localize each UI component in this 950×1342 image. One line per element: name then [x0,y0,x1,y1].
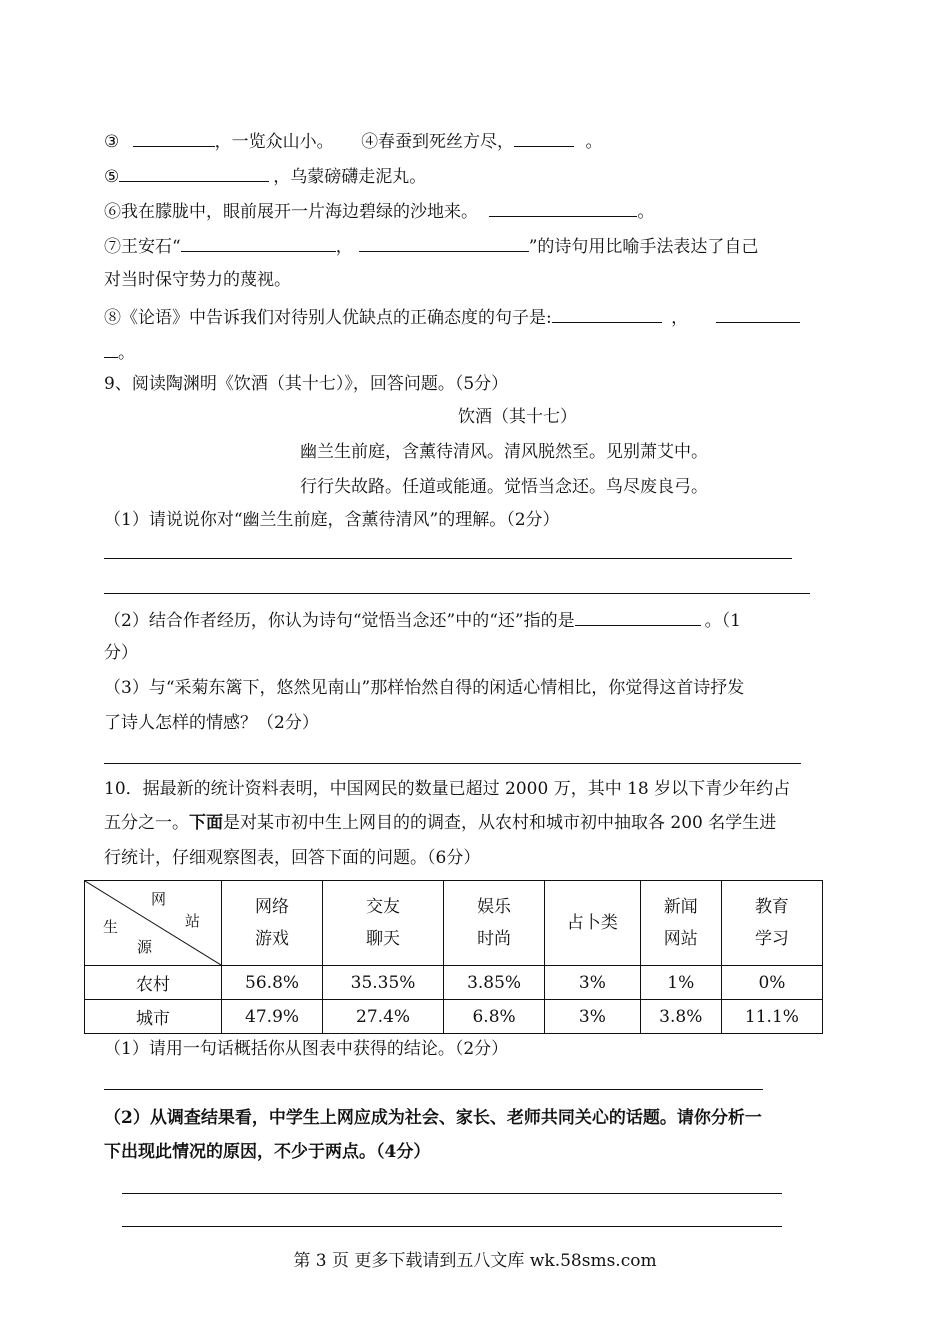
answer-line[interactable] [104,1089,763,1090]
q8-line-5 [104,163,426,189]
q8-l8-mid: ， [671,308,689,328]
table-cell: 35.35% [323,966,444,1000]
q10-intro-2-bold: 下面 [189,813,223,833]
q10-sub2-line1: （2）从调查结果看，中学生上网应成为社会、家长、老师共同关心的话题。请你分析一 [104,1108,762,1128]
table-cell: 3% [545,966,641,1000]
table-cell: 3.8% [640,1000,721,1034]
table-cell: 27.4% [323,1000,444,1034]
row-label: 城市 [85,1000,222,1034]
table-cell: 3% [545,1000,641,1034]
column-header: 网络 游戏 [222,881,323,966]
table-row [85,1000,823,1034]
q9-title: 9、阅读陶渊明《饮酒（其十七）》，回答问题。（5分） [104,374,509,394]
answer-blank[interactable] [575,607,701,626]
answer-line[interactable] [104,593,810,594]
q8-line-6 [104,198,654,224]
q8-line-8 [104,304,800,330]
corner-label-left: 生 [103,918,119,936]
answer-blank[interactable] [514,128,574,147]
answer-blank[interactable] [104,339,118,358]
answer-line[interactable] [122,1226,782,1227]
q8-l5-label: ⑤ [104,167,120,187]
corner-label-top: 网 [151,890,167,908]
answer-blank[interactable] [359,233,529,252]
q8-l7-cont: 对当时保守势力的蔑视。 [104,270,291,290]
table-corner-cell [85,881,222,966]
poem-title: 饮酒（其十七） [458,407,577,427]
q9-sub3-line1: （3）与“采菊东篱下，悠然见南山”那样怡然自得的闲适心情相比，你觉得这首诗抒发 [104,678,745,698]
answer-line[interactable] [104,763,801,764]
q8-l8-text: ⑧《论语》中告诉我们对待别人优缺点的正确态度的句子是: [104,308,552,328]
q8-l3-label: ③ [104,132,120,152]
table-row [85,966,823,1000]
q9-sub1: （1）请说说你对“幽兰生前庭，含薰待清风”的理解。（2分） [104,510,560,530]
corner-label-right: 站 [185,912,201,930]
survey-table [84,880,823,1034]
table-cell: 0% [721,966,822,1000]
q8-l5-text: ，乌蒙磅礴走泥丸。 [273,167,427,187]
table-cell: 3.85% [444,966,545,1000]
q8-l4-end: 。 [585,132,603,152]
column-header: 娱乐 时尚 [444,881,545,966]
column-header: 占卜类 [545,881,641,966]
answer-blank[interactable] [716,304,800,323]
q9-sub3-line2: 了诗人怎样的情感？（2分） [104,713,319,733]
answer-blank[interactable] [119,163,269,182]
q8-l7-mid: ， [335,237,353,257]
q9-sub2-text: （2）结合作者经历，你认为诗句“觉悟当念还”中的“还”指的是 [104,611,575,631]
q9-sub2-cont: 分） [104,643,138,663]
answer-line[interactable] [122,1193,782,1194]
q9-sub2-end: 。（1 [704,611,741,631]
column-header: 新闻 网站 [640,881,721,966]
table-cell: 1% [640,966,721,1000]
poem-line-1: 幽兰生前庭，含薰待清风。清风脱然至。见别萧艾中。 [300,442,708,462]
table-cell: 56.8% [222,966,323,1000]
column-header: 交友 聊天 [323,881,444,966]
answer-blank[interactable] [552,304,662,323]
q10-intro-2-post: 是对某市初中生上网目的的调查，从农村和城市初中抽取各 200 名学生进 [223,813,777,833]
q9-sub2 [104,607,741,633]
table-cell: 11.1% [721,1000,822,1034]
table-cell: 47.9% [222,1000,323,1034]
q8-line-7 [104,233,758,259]
q10-sub2-line2: 下出现此情况的原因，不少于两点。（4分） [104,1142,431,1162]
table-header-row [85,881,823,966]
answer-line[interactable] [104,558,792,559]
q10-intro-2-pre: 五分之一。 [104,813,189,833]
q8-l7-start: ⑦王安石“ [104,237,181,257]
corner-label-bottom: 源 [137,938,153,956]
q8-line-8-cont [104,339,135,365]
q10-intro-1: 10．据最新的统计资料表明，中国网民的数量已超过 2000 万，其中 18 岁以下青少年约占 [104,779,791,799]
answer-blank[interactable] [181,233,336,252]
q8-line-3-4 [104,128,602,154]
column-header: 教育 学习 [721,881,822,966]
row-label: 农村 [85,966,222,1000]
q8-l7-end: ”的诗句用比喻手法表达了自己 [528,237,759,257]
q10-sub1: （1）请用一句话概括你从图表中获得的结论。（2分） [104,1039,509,1059]
q8-l3-text: ，一览众山小。 [214,132,334,152]
q10-intro-3: 行统计，仔细观察图表，回答下面的问题。（6分） [104,848,481,868]
q8-l6-end: 。 [637,202,655,222]
answer-blank[interactable] [133,128,215,147]
page-footer: 第 3 页 更多下载请到五八文库 wk.58sms.com [293,1251,657,1271]
q8-l4-label: ④春蚕到死丝方尽， [361,132,515,152]
q8-l6-text: ⑥我在朦胧中，眼前展开一片海边碧绿的沙地来。 [104,202,478,222]
answer-blank[interactable] [489,198,637,217]
q8-l8-cont: 。 [118,343,135,363]
q10-intro-2 [104,811,776,835]
poem-line-2: 行行失故路。任道或能通。觉悟当念还。鸟尽废良弓。 [300,477,708,497]
table-cell: 6.8% [444,1000,545,1034]
